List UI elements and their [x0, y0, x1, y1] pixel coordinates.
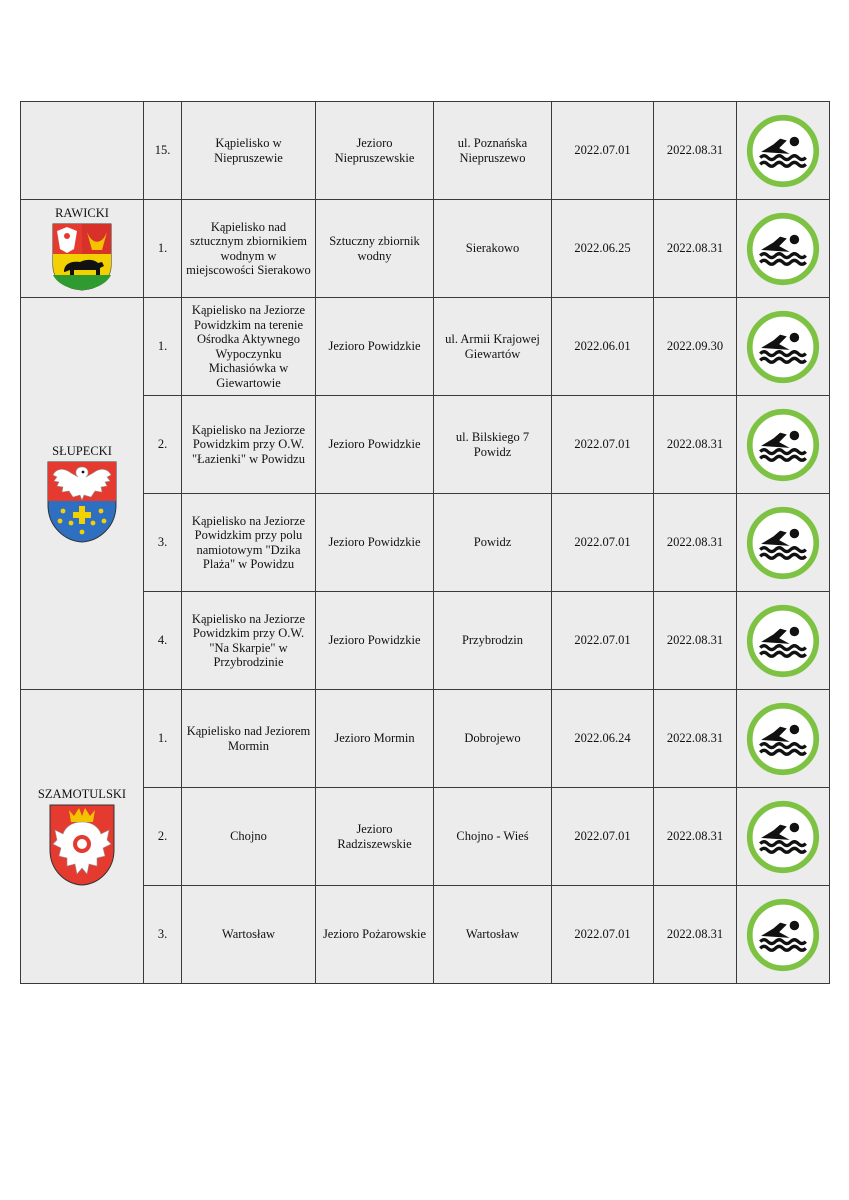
row-number: 2.: [144, 788, 182, 886]
county-name: RAWICKI: [55, 206, 109, 221]
site-name: Chojno: [182, 788, 316, 886]
water-body: Jezioro Powidzkie: [316, 396, 434, 494]
water-body: Jezioro Pożarowskie: [316, 886, 434, 984]
water-body: Jezioro Powidzkie: [316, 592, 434, 690]
site-address: ul. Bilskiego 7 Powidz: [434, 396, 552, 494]
water-body: Jezioro Mormin: [316, 690, 434, 788]
season-end-date: 2022.08.31: [654, 788, 737, 886]
season-start-date: 2022.06.24: [552, 690, 654, 788]
site-address: Sierakowo: [434, 200, 552, 298]
season-start-date: 2022.06.25: [552, 200, 654, 298]
table-row: [21, 298, 830, 396]
row-number: 15.: [144, 102, 182, 200]
table-row: [21, 200, 830, 298]
swimming-icon: [745, 505, 821, 581]
swimming-icon: [745, 113, 821, 189]
szamotulski-crest-icon: [49, 804, 115, 886]
swimming-icon: [745, 897, 821, 973]
row-number: 1.: [144, 690, 182, 788]
site-name: Kąpielisko na Jeziorze Powidzkim na terenie Ośrodka Aktywnego Wypoczynku Michasiówka w Giewartowie: [182, 298, 316, 396]
water-body: Sztuczny zbiornik wodny: [316, 200, 434, 298]
season-end-date: 2022.08.31: [654, 886, 737, 984]
season-start-date: 2022.07.01: [552, 886, 654, 984]
swimming-icon: [745, 309, 821, 385]
site-name: Kąpielisko nad Jeziorem Mormin: [182, 690, 316, 788]
season-end-date: 2022.08.31: [654, 592, 737, 690]
county-cell: [21, 298, 144, 690]
row-number: 2.: [144, 396, 182, 494]
site-name: Kąpielisko na Jeziorze Powidzkim przy polu namiotowym "Dzika Plaża" w Powidzu: [182, 494, 316, 592]
row-number: 3.: [144, 494, 182, 592]
county-name: SZAMOTULSKI: [37, 787, 127, 802]
season-end-date: 2022.08.31: [654, 494, 737, 592]
water-body: Jezioro Niepruszewskie: [316, 102, 434, 200]
table-row: [21, 690, 830, 788]
season-start-date: 2022.07.01: [552, 396, 654, 494]
site-address: ul. Armii Krajowej Giewartów: [434, 298, 552, 396]
season-start-date: 2022.07.01: [552, 788, 654, 886]
rawicki-crest-icon: [52, 223, 112, 291]
table-row: [21, 102, 830, 200]
swimming-icon: [745, 701, 821, 777]
bathing-sites-table: [20, 101, 830, 984]
site-address: Dobrojewo: [434, 690, 552, 788]
season-start-date: 2022.07.01: [552, 592, 654, 690]
county-cell: [21, 102, 144, 200]
season-start-date: 2022.07.01: [552, 494, 654, 592]
swimming-icon: [745, 407, 821, 483]
water-body: Jezioro Powidzkie: [316, 494, 434, 592]
site-name: Kąpielisko na Jeziorze Powidzkim przy O.W. "Łazienki" w Powidzu: [182, 396, 316, 494]
row-number: 3.: [144, 886, 182, 984]
site-address: Powidz: [434, 494, 552, 592]
row-number: 1.: [144, 298, 182, 396]
site-name: Kąpielisko w Niepruszewie: [182, 102, 316, 200]
site-name: Kąpielisko nad sztucznym zbiornikiem wodnym w miejscowości Sierakowo: [182, 200, 316, 298]
season-end-date: 2022.08.31: [654, 396, 737, 494]
season-end-date: 2022.08.31: [654, 102, 737, 200]
site-address: Wartosław: [434, 886, 552, 984]
site-address: ul. Poznańska Niepruszewo: [434, 102, 552, 200]
swimming-icon: [745, 603, 821, 679]
site-name: Kąpielisko na Jeziorze Powidzkim przy O.W. "Na Skarpie" w Przybrodzinie: [182, 592, 316, 690]
swimming-icon: [745, 211, 821, 287]
season-start-date: 2022.06.01: [552, 298, 654, 396]
county-cell: [21, 200, 144, 298]
season-end-date: 2022.08.31: [654, 200, 737, 298]
season-end-date: 2022.09.30: [654, 298, 737, 396]
slupecki-crest-icon: [47, 461, 117, 543]
county-cell: [21, 690, 144, 984]
water-body: Jezioro Powidzkie: [316, 298, 434, 396]
water-body: Jezioro Radziszewskie: [316, 788, 434, 886]
county-name: SŁUPECKI: [52, 444, 112, 459]
season-end-date: 2022.08.31: [654, 690, 737, 788]
site-address: Chojno - Wieś: [434, 788, 552, 886]
row-number: 4.: [144, 592, 182, 690]
site-address: Przybrodzin: [434, 592, 552, 690]
season-start-date: 2022.07.01: [552, 102, 654, 200]
swimming-icon: [745, 799, 821, 875]
row-number: 1.: [144, 200, 182, 298]
site-name: Wartosław: [182, 886, 316, 984]
